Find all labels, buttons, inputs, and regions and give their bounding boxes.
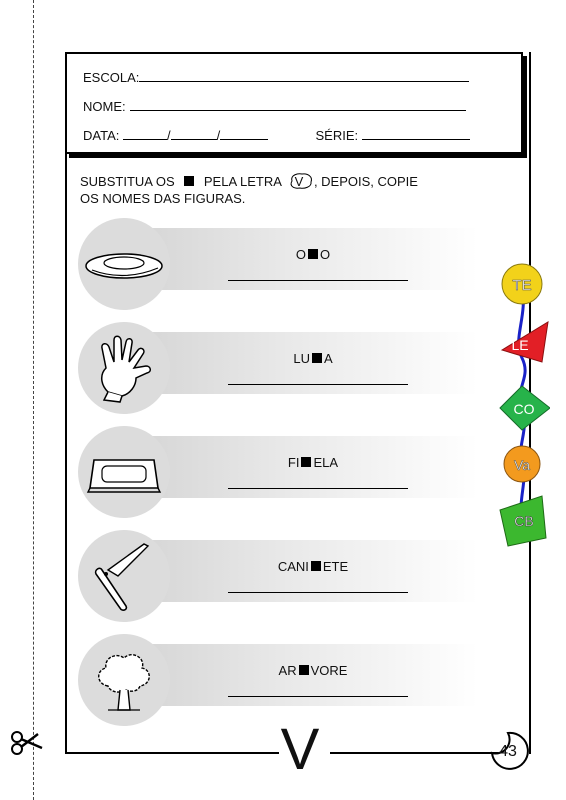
footer-letter: V bbox=[280, 717, 320, 782]
exercise-row bbox=[78, 426, 478, 518]
instructions-text: SUBSTITUA OS bbox=[80, 174, 175, 189]
date-field bbox=[83, 127, 470, 143]
name-label: NOME: bbox=[83, 99, 126, 114]
glove-icon bbox=[78, 322, 170, 414]
date-label: DATA: bbox=[83, 128, 120, 143]
side-tabs bbox=[498, 258, 550, 548]
instructions-text: PELA LETRA bbox=[203, 174, 282, 189]
tab-label-te: TE bbox=[512, 277, 532, 294]
blank-square-icon bbox=[184, 176, 194, 186]
answer-line[interactable] bbox=[228, 592, 408, 593]
word-prompt bbox=[228, 247, 398, 262]
grade-input[interactable] bbox=[362, 127, 470, 140]
blank-square-icon bbox=[312, 353, 322, 363]
tab-label-cb: CB bbox=[514, 513, 534, 529]
date-year-input[interactable] bbox=[220, 127, 268, 140]
word-end: VORE bbox=[310, 663, 348, 678]
tab-label-co: CO bbox=[513, 401, 535, 417]
word-end: ETE bbox=[322, 559, 349, 574]
footer-rule-right bbox=[330, 752, 498, 754]
tab-badge-va bbox=[504, 446, 540, 482]
scissors-icon bbox=[8, 728, 48, 758]
grade-label: SÉRIE: bbox=[315, 128, 359, 143]
page-number: 43 bbox=[499, 743, 517, 760]
tab-label-le: LE bbox=[511, 337, 529, 353]
word-end: O bbox=[320, 247, 331, 262]
letter-bubble-text: V bbox=[294, 174, 304, 189]
tab-badge-te bbox=[502, 264, 542, 304]
instructions-text: OS NOMES DAS FIGURAS. bbox=[80, 191, 246, 206]
exercise-row bbox=[78, 322, 478, 414]
footer-rule-left bbox=[65, 752, 279, 754]
name-input[interactable] bbox=[130, 98, 466, 111]
cut-line bbox=[33, 0, 34, 800]
page-number-badge bbox=[486, 727, 530, 771]
blank-square-icon bbox=[311, 561, 321, 571]
pocketknife-icon bbox=[78, 530, 170, 622]
letter-bubble bbox=[288, 172, 314, 190]
tab-badge-le bbox=[502, 322, 548, 362]
word-prompt bbox=[228, 351, 398, 366]
word-prompt bbox=[228, 559, 398, 574]
blank-square-icon bbox=[308, 249, 318, 259]
exercise-row bbox=[78, 634, 478, 726]
answer-line[interactable] bbox=[228, 696, 408, 697]
name-field bbox=[83, 98, 466, 114]
word-end: A bbox=[323, 351, 333, 366]
date-separator: / bbox=[166, 128, 171, 143]
word-start: O bbox=[295, 247, 306, 262]
date-day-input[interactable] bbox=[123, 127, 167, 140]
word-prompt bbox=[228, 455, 398, 470]
blank-square-icon bbox=[299, 665, 309, 675]
instructions bbox=[80, 172, 500, 207]
word-end: ELA bbox=[313, 455, 339, 470]
date-month-input[interactable] bbox=[171, 127, 217, 140]
blank-square-icon bbox=[301, 457, 311, 467]
tree-icon bbox=[78, 634, 170, 726]
tab-badge-cb bbox=[500, 496, 546, 546]
exercise-row bbox=[78, 530, 478, 622]
exercise-row bbox=[78, 218, 478, 310]
date-separator: / bbox=[216, 128, 221, 143]
answer-line[interactable] bbox=[228, 488, 408, 489]
answer-line[interactable] bbox=[228, 280, 408, 281]
student-info-box bbox=[65, 52, 523, 154]
school-field bbox=[83, 69, 469, 85]
plate-icon bbox=[78, 218, 170, 310]
tab-badge-co bbox=[500, 386, 550, 430]
word-start: AR bbox=[278, 663, 297, 678]
school-input[interactable] bbox=[139, 69, 469, 82]
tab-label-va: Va bbox=[513, 457, 531, 473]
word-start: CANI bbox=[277, 559, 309, 574]
tray-icon bbox=[78, 426, 170, 518]
word-start: FI bbox=[287, 455, 300, 470]
instructions-text: , DEPOIS, COPIE bbox=[313, 174, 418, 189]
school-label: ESCOLA: bbox=[83, 70, 140, 85]
word-prompt bbox=[228, 663, 398, 678]
word-start: LU bbox=[293, 351, 310, 366]
answer-line[interactable] bbox=[228, 384, 408, 385]
